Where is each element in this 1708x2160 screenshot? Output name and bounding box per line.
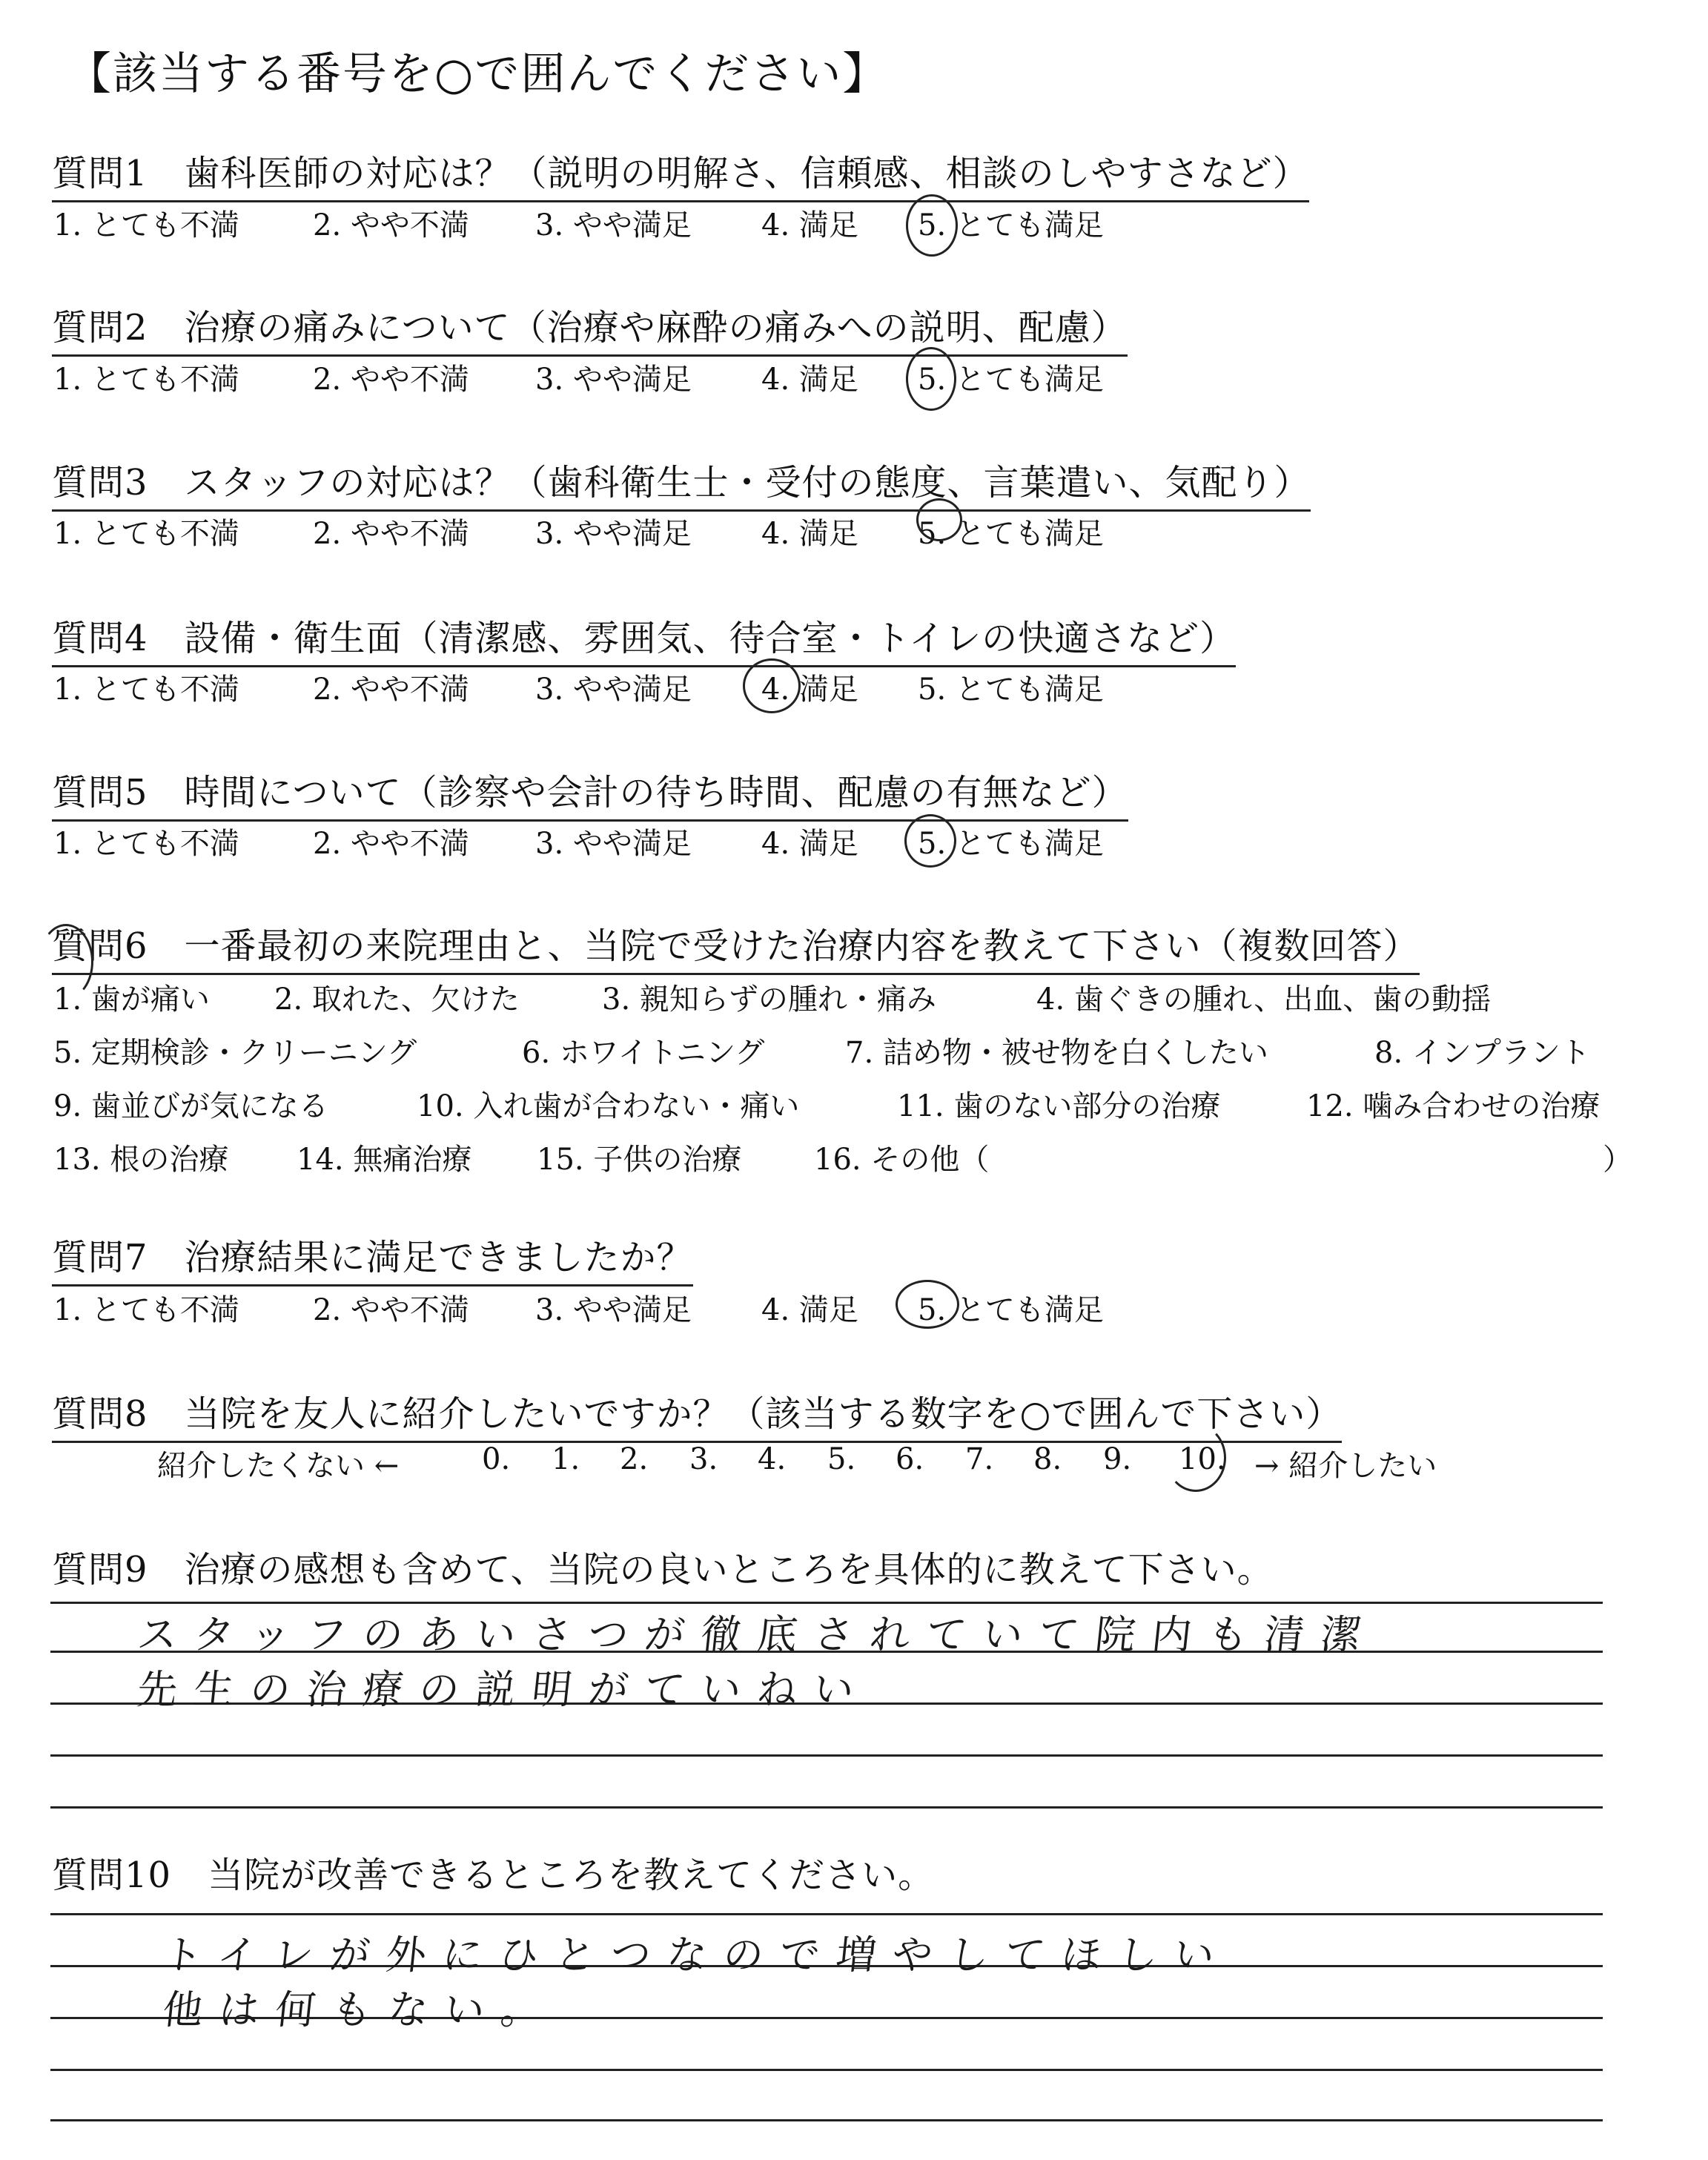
- question-10: [52, 1846, 934, 1898]
- question-7-title: 質問7 治療結果に満足できましたか？: [52, 1229, 693, 1287]
- question-1: [52, 145, 1309, 202]
- question-5-title: 質問5 時間について（診察や会計の待ち時間、配慮の有無など）: [52, 764, 1128, 822]
- option-1[interactable]: 1. とても不満: [53, 827, 239, 861]
- reason-item[interactable]: 14. 無痛治療: [297, 1143, 472, 1177]
- reason-item[interactable]: 7. 詰め物・被せ物を白くしたい: [845, 1036, 1268, 1070]
- reason-item[interactable]: 8. インプラント: [1374, 1036, 1590, 1070]
- scale-number[interactable]: 3.: [689, 1442, 718, 1476]
- question-6: [52, 917, 1420, 975]
- scale-number[interactable]: 2.: [620, 1442, 649, 1476]
- option-1[interactable]: 1. とても不満: [53, 1293, 239, 1327]
- option-1[interactable]: 1. とても不満: [53, 363, 239, 397]
- question-7: [52, 1229, 693, 1287]
- scale-number[interactable]: 6.: [896, 1442, 924, 1476]
- handwritten-answer-line-1: トイレが外にひとつなので増やしてほしい: [160, 1932, 1234, 1978]
- option-1[interactable]: 1. とても不満: [53, 517, 239, 551]
- reason-item[interactable]: 1. 歯が痛い: [53, 982, 210, 1017]
- question-3-title: 質問3 スタッフの対応は？（歯科衛生士・受付の態度、言葉遣い、気配り）: [52, 454, 1311, 512]
- question-4: [52, 610, 1236, 667]
- option-5[interactable]: 5. とても満足: [918, 363, 1104, 397]
- option-4[interactable]: 4. 満足: [761, 363, 858, 397]
- reason-item[interactable]: 4. 歯ぐきの腫れ、出血、歯の動揺: [1036, 982, 1492, 1017]
- option-1[interactable]: 1. とても不満: [53, 673, 239, 707]
- option-4[interactable]: 4. 満足: [761, 517, 858, 551]
- scale-number[interactable]: 0.: [482, 1442, 511, 1476]
- answer-line: [50, 2069, 1603, 2071]
- scale-number[interactable]: 7.: [965, 1442, 994, 1476]
- option-5[interactable]: 5. とても満足: [918, 1293, 1104, 1327]
- option-2[interactable]: 2. やや不満: [313, 827, 469, 861]
- reason-item[interactable]: 2. 取れた、欠けた: [274, 982, 520, 1017]
- option-2[interactable]: 2. やや不満: [313, 673, 469, 707]
- question-2-title: 質問2 治療の痛みについて（治療や麻酔の痛みへの説明、配慮）: [52, 299, 1128, 357]
- scale-number[interactable]: 8.: [1033, 1442, 1062, 1476]
- reason-item[interactable]: 15. 子供の治療: [537, 1143, 742, 1177]
- option-3[interactable]: 3. やや満足: [535, 1293, 692, 1327]
- reason-item[interactable]: 13. 根の治療: [53, 1143, 229, 1177]
- handwritten-answer-line-2: 先生の治療の説明がていねい: [135, 1666, 873, 1713]
- option-3[interactable]: 3. やや満足: [535, 208, 692, 242]
- question-3: [52, 454, 1311, 512]
- selection-circle: [896, 1280, 959, 1329]
- question-8: [52, 1385, 1342, 1443]
- option-3[interactable]: 3. やや満足: [535, 517, 692, 551]
- question-9-title: 質問9 治療の感想も含めて、当院の良いところを具体的に教えて下さい。: [52, 1549, 1274, 1591]
- selection-circle: [1165, 1424, 1226, 1492]
- option-5[interactable]: 5. とても満足: [918, 673, 1104, 707]
- option-1[interactable]: 1. とても不満: [53, 208, 239, 242]
- reason-item[interactable]: 16. その他（: [814, 1143, 990, 1177]
- reason-item[interactable]: 3. 親知らずの腫れ・痛み: [602, 982, 936, 1017]
- option-4[interactable]: 4. 満足: [761, 673, 858, 707]
- reason-item[interactable]: 6. ホワイトニング: [522, 1036, 765, 1070]
- reason-item[interactable]: 5. 定期検診・クリーニング: [53, 1036, 417, 1070]
- option-2[interactable]: 2. やや不満: [313, 363, 469, 397]
- selection-circle: [916, 498, 962, 541]
- option-3[interactable]: 3. やや満足: [535, 673, 692, 707]
- option-5[interactable]: 5. とても満足: [918, 208, 1104, 242]
- option-2[interactable]: 2. やや不満: [313, 1293, 469, 1327]
- question-5: [52, 764, 1128, 822]
- option-5[interactable]: 5. とても満足: [918, 517, 1104, 551]
- reason-item[interactable]: 9. 歯並びが気になる: [53, 1089, 328, 1123]
- answer-line: [50, 1806, 1603, 1809]
- scale-left-label: 紹介したくない ←: [157, 1449, 400, 1483]
- reason-item[interactable]: 12. 噛み合わせの治療: [1306, 1089, 1601, 1123]
- question-8-title: 質問8 当院を友人に紹介したいですか？（該当する数字を○で囲んで下さい）: [52, 1385, 1342, 1443]
- page-title: 【該当する番号を○で囲んでください】: [67, 48, 889, 100]
- scale-number[interactable]: 9.: [1103, 1442, 1132, 1476]
- option-3[interactable]: 3. やや満足: [535, 827, 692, 861]
- selection-circle: [906, 347, 956, 411]
- scale-right-label: → 紹介したい: [1254, 1449, 1437, 1483]
- selection-circle: [743, 658, 801, 713]
- reason-item-close: ）: [1603, 1143, 1632, 1177]
- reason-item[interactable]: 10. 入れ歯が合わない・痛い: [417, 1089, 800, 1123]
- answer-line: [50, 1913, 1603, 1915]
- option-5[interactable]: 5. とても満足: [918, 827, 1104, 861]
- scale-number[interactable]: 4.: [758, 1442, 787, 1476]
- scale-number[interactable]: 1.: [552, 1442, 580, 1476]
- question-2: [52, 299, 1128, 357]
- answer-line: [50, 2119, 1603, 2121]
- reason-item[interactable]: 11. 歯のない部分の治療: [897, 1089, 1221, 1123]
- question-10-title: 質問10 当院が改善できるところを教えてください。: [52, 1855, 935, 1896]
- question-4-title: 質問4 設備・衛生面（清潔感、雰囲気、待合室・トイレの快適さなど）: [52, 610, 1236, 667]
- answer-line: [50, 1754, 1603, 1757]
- selection-circle: [906, 194, 958, 257]
- scale-number[interactable]: 10.: [1179, 1442, 1226, 1476]
- question-9: [52, 1541, 1274, 1592]
- option-4[interactable]: 4. 満足: [761, 208, 858, 242]
- selection-circle: [39, 924, 93, 1000]
- option-2[interactable]: 2. やや不満: [313, 208, 469, 242]
- question-6-title: 質問6 一番最初の来院理由と、当院で受けた治療内容を教えて下さい（複数回答）: [52, 917, 1420, 975]
- scale-number[interactable]: 5.: [827, 1442, 856, 1476]
- handwritten-answer-line-2: 他は何もない。: [160, 1986, 560, 2033]
- selection-circle: [904, 814, 956, 868]
- option-4[interactable]: 4. 満足: [761, 1293, 858, 1327]
- option-4[interactable]: 4. 満足: [761, 827, 858, 861]
- option-3[interactable]: 3. やや満足: [535, 363, 692, 397]
- handwritten-answer-line-1: スタッフのあいさつが徹底されていて院内も清潔: [135, 1611, 1380, 1658]
- option-2[interactable]: 2. やや不満: [313, 517, 469, 551]
- question-1-title: 質問1 歯科医師の対応は？（説明の明解さ、信頼感、相談のしやすさなど）: [52, 145, 1309, 202]
